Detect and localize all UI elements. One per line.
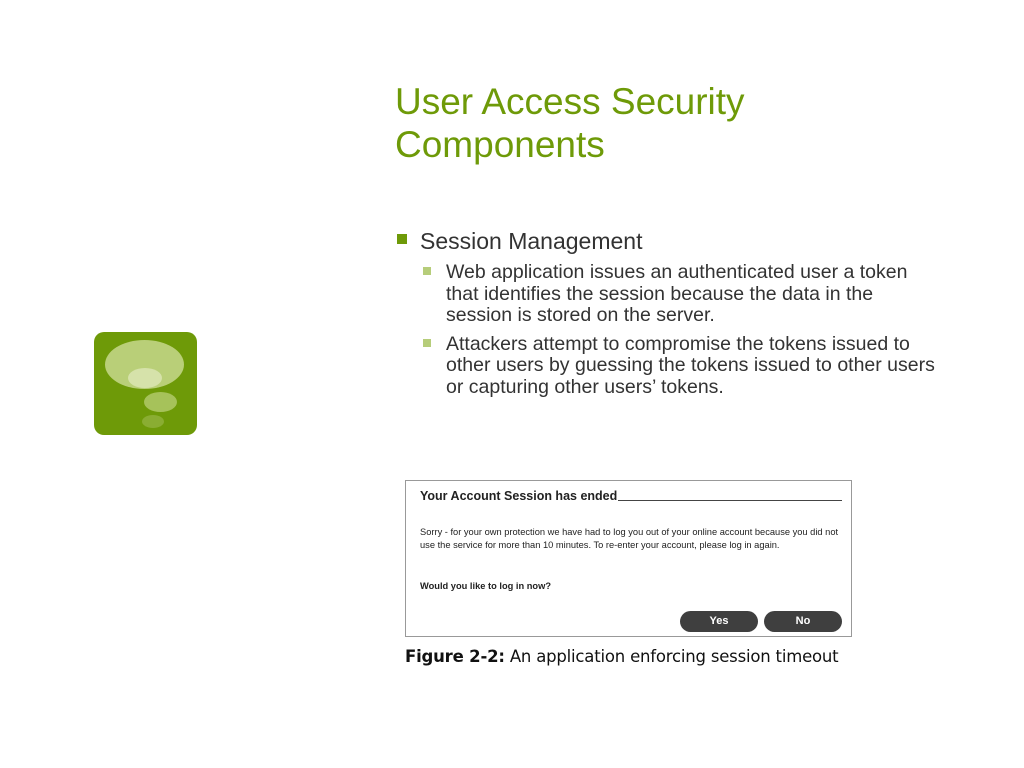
square-bullet-icon [423,267,431,275]
slide-title [395,80,955,166]
dialog-title: Your Account Session has ended [420,489,618,503]
title-line-2: Components [395,124,605,165]
sub-bullet-text: Web application issues an authenticated user a token that identifies the session because the data in the session is stored on the server. [446,261,908,326]
session-ended-dialog [405,480,852,637]
figure-caption [405,647,838,666]
thought-bubble-icon [94,332,197,435]
bullet-session-management [395,228,940,255]
bubble-medium [144,392,177,412]
square-bullet-icon [397,234,407,244]
sub-bullet-token-attack [395,334,940,399]
title-line-1: User Access Security [395,81,745,122]
bullet-list [395,228,940,398]
bullet-text: Session Management [420,228,643,254]
figure-caption-text: An application enforcing session timeout [509,647,839,666]
figure-label: Figure 2-2: [405,647,505,666]
sub-bullet-text: Attackers attempt to compromise the tokens issued to other users by guessing the tokens issued to other users or capturing other users’ tokens. [446,332,935,398]
dialog-title-rule [618,500,842,501]
no-button[interactable]: No [764,611,842,632]
bubble-small [142,415,164,428]
bubble-highlight [128,368,162,388]
dialog-message: Sorry - for your own protection we have had to log you out of your online account because you did not use the service for more than 10 minutes. To re-enter your account, please log in again. [420,527,839,550]
square-bullet-icon [423,339,431,347]
dialog-header [420,489,842,503]
sub-bullet-token-issue [395,262,940,327]
dialog-question: Would you like to log in now? [420,581,552,591]
yes-button[interactable]: Yes [680,611,758,632]
